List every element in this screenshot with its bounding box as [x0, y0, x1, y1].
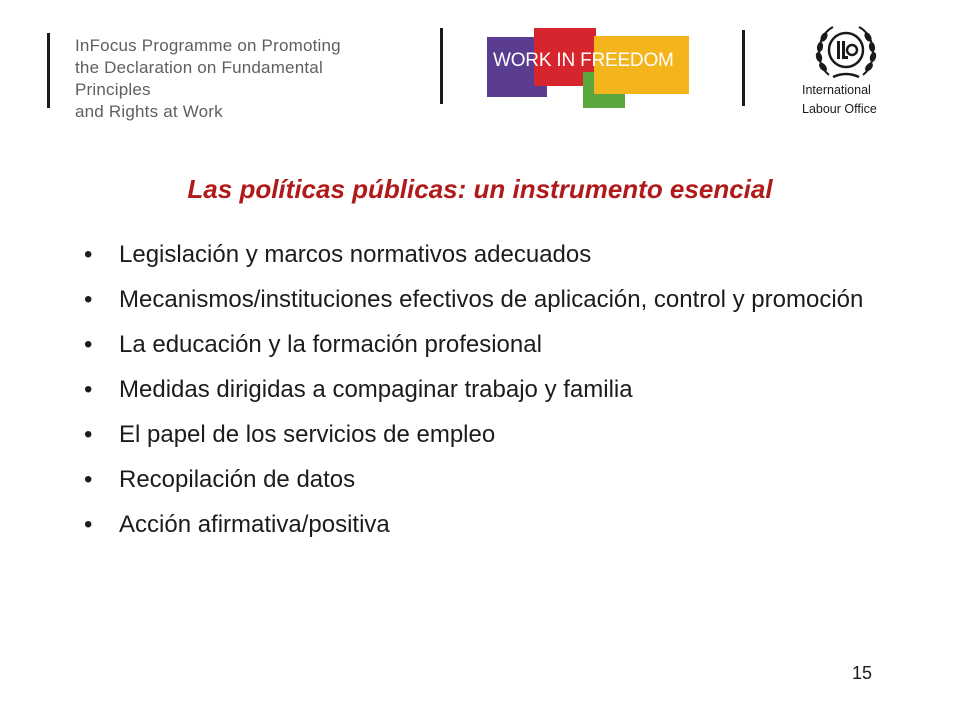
work-in-freedom-logo	[487, 28, 690, 108]
ilo-caption-line: Labour Office	[802, 102, 877, 116]
list-item-text: Medidas dirigidas a compaginar trabajo y familia	[119, 376, 633, 403]
list-item-text: Mecanismos/instituciones efectivos de aplicación, control y promoción	[119, 286, 864, 313]
programme-line: Principles	[75, 80, 151, 99]
programme-line: InFocus Programme on Promoting	[75, 36, 341, 55]
list-item	[80, 373, 920, 407]
list-item-text: El papel de los servicios de empleo	[119, 421, 496, 448]
list-item	[80, 238, 920, 272]
bullet-list	[80, 238, 920, 553]
ilo-caption	[802, 81, 877, 119]
header-divider-middle	[440, 28, 443, 104]
list-item-text: La educación y la formación profesional	[119, 331, 542, 358]
page-number: 15	[852, 663, 873, 683]
ilo-emblem-icon	[815, 23, 877, 83]
bullet-dot: •	[84, 376, 93, 403]
list-item-text: Acción afirmativa/positiva	[119, 511, 390, 538]
bullet-dot: •	[84, 286, 93, 313]
programme-title	[75, 35, 435, 123]
list-item	[80, 283, 920, 317]
list-item	[80, 418, 920, 452]
header-divider-left	[47, 33, 50, 108]
bullet-dot: •	[84, 241, 93, 268]
logo-text: WORK IN FREEDOM	[493, 50, 674, 71]
list-item-text: Recopilación de datos	[119, 466, 356, 493]
programme-line: and Rights at Work	[75, 102, 223, 121]
list-item	[80, 328, 920, 362]
list-item-text: Legislación y marcos normativos adecuados	[119, 241, 592, 268]
bullet-dot: •	[84, 511, 93, 538]
header-divider-right	[742, 30, 745, 106]
ilo-caption-line: International	[802, 83, 871, 97]
bullet-dot: •	[84, 421, 93, 448]
list-item	[80, 463, 920, 497]
slide-title: Las políticas públicas: un instrumento esencial	[187, 174, 773, 204]
list-item	[80, 508, 920, 542]
bullet-dot: •	[84, 466, 93, 493]
programme-line: the Declaration on Fundamental	[75, 58, 323, 77]
bullet-dot: •	[84, 331, 93, 358]
